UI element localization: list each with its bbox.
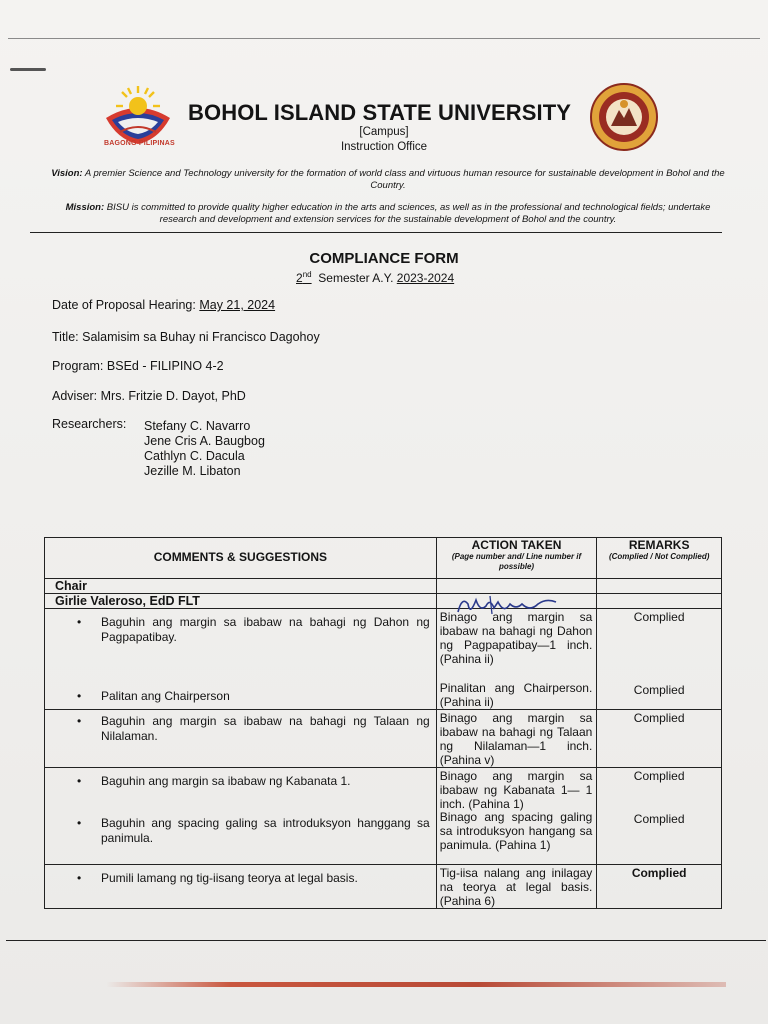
researcher-name: Stefany C. Navarro [144,419,251,433]
action-item: Pinalitan ang Chairperson. (Pahina ii) [439,681,593,709]
adviser-value: Mrs. Fritzie D. Dayot, PhD [100,389,246,403]
comment-item: • Baguhin ang margin sa ibabaw ng Kabanata 1. [77,774,351,788]
table-row [45,710,722,768]
comment-item: • Baguhin ang spacing galing sa introduksyon hanggang sa panimula. [77,816,430,845]
table-row [45,865,722,909]
academic-year: 2023-2024 [396,271,455,285]
program-value: BSEd - FILIPINO 4-2 [106,359,224,373]
title-value: Salamisim sa Buhay ni Francisco Dagohoy [82,330,320,344]
researcher-name: Cathlyn C. Dacula [144,449,245,463]
action-item: Binago ang spacing galing sa introduksyon hangang sa panimula. (Pahina 1) [439,810,593,852]
remark-item: Complied [633,711,685,725]
action-item: Binago ang margin sa ibabaw ng Kabanata 1— 1 inch. (Pahina 1) [439,769,593,811]
bottom-divider [6,940,766,941]
office-label: Instruction Office [340,141,428,153]
table-row [45,768,722,865]
page-edge-line [8,38,760,39]
remark-item: Complied [633,610,685,624]
logo-caption: BAGONG PILIPINAS [104,140,175,147]
mission-text: BISU is committed to provide quality higher education in the arts and sciences, as well as in the professional and technological fields; undertake research and development and extension services for the sustainable development of Bohol and the country. [106,202,711,225]
section-row [45,579,722,594]
footer-color-strip [106,982,726,987]
remark-item: Complied [633,683,685,697]
semester-text: Semester A.Y. [318,271,394,285]
researcher-name: Jezille M. Libaton [144,464,241,478]
vision-text: A premier Science and Technology university for the formation of world class and virtuous human resource for sustainable development in Bohol and the Country. [84,168,725,191]
header-remarks: REMARKS (Complied / Not Complied) [597,538,722,579]
remark-item: Complied [631,866,687,880]
table-header-row [45,538,722,579]
header-action-taken: ACTION TAKEN (Page number and/ Line number if possible) [436,538,597,579]
semester-number: 2nd [296,270,312,285]
compliance-table [44,537,722,909]
mission-label: Mission: [65,202,105,213]
date-field: Date of Proposal Hearing: May 21, 2024 [52,298,276,312]
panelist-row [45,594,722,609]
header-comments: COMMENTS & SUGGESTIONS [45,538,437,579]
comment-item: • Palitan ang Chairperson [77,689,230,703]
panelist-name: Girlie Valeroso, EdD FLT [45,594,437,609]
action-item: Tig-iisa nalang ang inilagay na teorya at legal basis. (Pahina 6) [439,866,593,908]
action-item: Binago ang margin sa ibabaw na bahagi ng Talaan ng Nilalaman—1 inch. (Pahina v) [439,711,593,767]
title-field: Title: Salamisim sa Buhay ni Francisco Dagohoy [52,330,320,344]
table-row [45,609,722,710]
vision-label: Vision: [51,168,83,179]
comment-item: • Baguhin ang margin sa ibabaw na bahagi ng Dahon ng Pagpapatibay. [77,615,430,644]
mission-statement [46,202,730,226]
header-divider [30,232,722,233]
researchers-label: Researchers: [52,417,127,431]
form-title: COMPLIANCE FORM [309,250,459,267]
remark-item: Complied [633,769,685,783]
remark-item: Complied [633,812,685,826]
date-value: May 21, 2024 [199,298,276,312]
action-item: Binago ang margin sa ibabaw na bahagi ng Dahon ng Pagpapatibay—1 inch. (Pahina ii) [439,610,593,666]
researcher-name: Jene Cris A. Baugbog [144,434,265,448]
handwritten-signature [452,592,562,620]
comment-item: • Pumili lamang ng tig-iisang teorya at legal basis. [77,871,358,885]
semester-line [296,270,454,285]
pen-mark [10,68,46,71]
adviser-field: Adviser: Mrs. Fritzie D. Dayot, PhD [52,389,246,403]
vision-statement [46,168,730,192]
campus-label: [Campus] [359,126,409,138]
university-name: BOHOL ISLAND STATE UNIVERSITY [188,100,572,125]
section-chair: Chair [45,579,437,594]
program-field: Program: BSEd - FILIPINO 4-2 [52,359,224,373]
comment-item: • Baguhin ang margin sa ibabaw na bahagi ng Talaan ng Nilalaman. [77,714,430,743]
